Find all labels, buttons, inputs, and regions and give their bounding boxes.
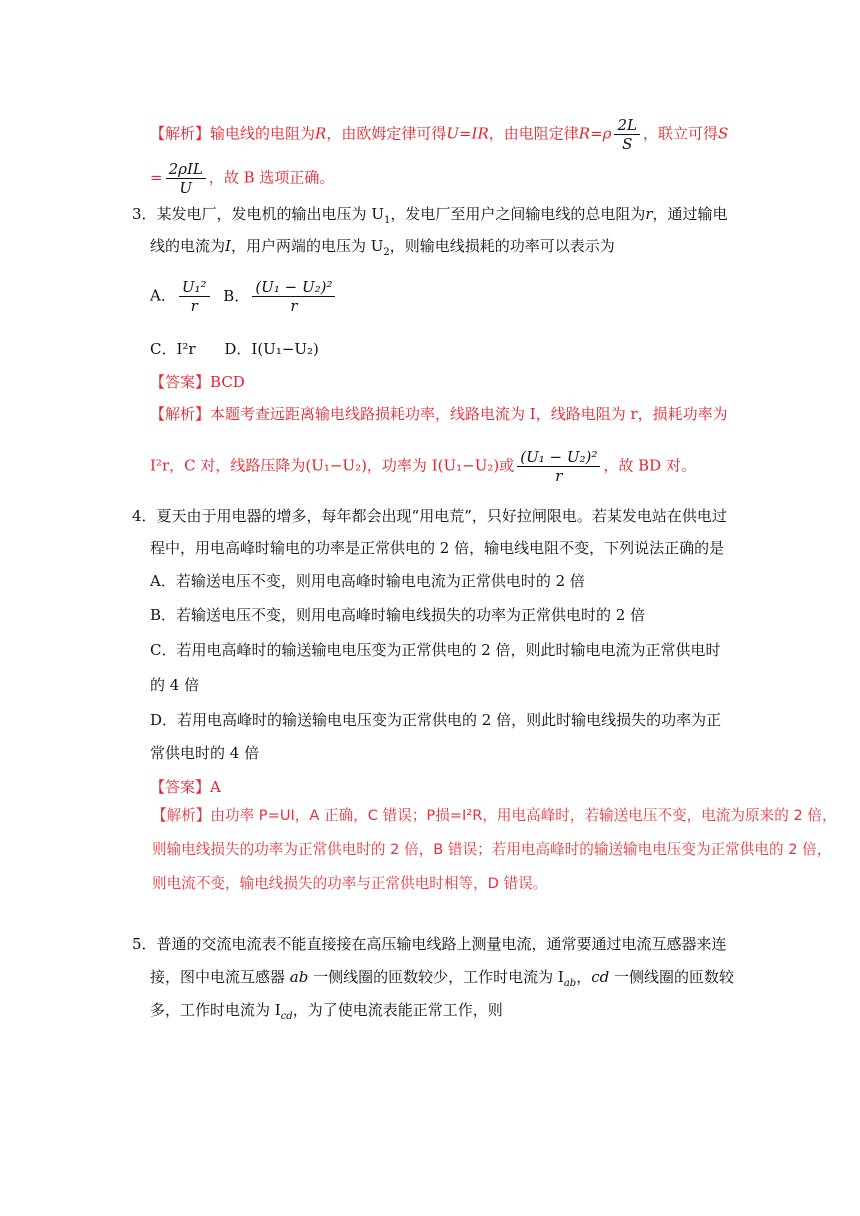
question-4-analysis-line2: 则输电线损失的功率为正常供电时的 2 倍，B 错误；若用电高峰时的输送输电电压变为正常供电的 2 倍，: [152, 841, 832, 858]
option-a: A．若输送电压不变，则用电高峰时输电电流为正常供电时的 2 倍: [150, 572, 585, 590]
answer-value: A: [210, 778, 221, 796]
question-4-line1: 4．夏天由于用电器的增多，每年都会出现“用电荒”，只好拉闸限电。若某发电站在供电过: [132, 507, 727, 525]
question-5-line1: 5．普通的交流电流表不能直接接在高压输电线路上测量电流，通常要通过电流互感器来连: [132, 935, 727, 953]
question-3-line1: 3．某发电厂，发电机的输出电压为 $U_1$，发电厂至用户之间输电线的总电阻为r，通过输电: [132, 205, 728, 226]
analysis-tag: 【解析】: [150, 405, 211, 423]
question-number: 4．: [132, 507, 157, 525]
question-3-answer: [150, 372, 245, 392]
question-5-line2: 接，图中电流互感器 ab 一侧线圈的匝数较少，工作时电流为 $I_{ab}$，cd 一侧线圈的匝数较: [150, 968, 735, 989]
analysis-q2-line1: 【解析】输电线的电阻为R，由欧姆定律可得U=IR，由电阻定律R=ρ $\frac{2L}{S}$ ，联立可得S: [150, 116, 729, 153]
option-b: B．若输送电压不变，则用电高峰时输电线损失的功率为正常供电时的 2 倍: [150, 606, 646, 624]
question-4-analysis-line3: 则电流不变，输电线损失的功率与正常供电时相等，D 错误。: [152, 875, 548, 892]
resistance-fraction: $\frac{2L}{S}$: [614, 116, 640, 153]
option-a-label: A．: [150, 286, 176, 305]
answer-tag: 【答案】: [150, 778, 211, 796]
question-3-analysis-line1: 【解析】本题考查远距离输电线路损耗功率，线路电流为 I，线路电阻为 r，损耗功率为: [150, 405, 728, 423]
area-fraction: $\frac{\text{2ρIL}}{U}$: [166, 160, 206, 197]
option-a-fraction: $\frac{\text{U₁²}}{r}$: [179, 278, 210, 315]
question-3-options-ab: [150, 278, 338, 315]
analysis-tag: 【解析】: [150, 124, 211, 143]
question-3-analysis-line2: I²r，C 对，线路压降为(U₁−U₂)，功率为 I(U₁−U₂)或 $\frac{\text{(U₁ − U₂)²}}{r}$ ，故 BD 对。: [150, 448, 696, 485]
question-5-line3: 多，工作时电流为 $I_{cd}$，为了使电流表能正常工作，则: [150, 1001, 503, 1022]
option-d-line1: D．若用电高峰时的输送输电电压变为正常供电的 2 倍，则此时输电线损失的功率为正: [150, 711, 722, 729]
option-d-line2: 常供电时的 4 倍: [150, 744, 260, 762]
question-3-line2: 线的电流为I，用户两端的电压为 $U_2$，则输电线损耗的功率可以表示为: [150, 237, 615, 258]
question-number: 5．: [132, 935, 157, 953]
option-b-label: B．: [223, 286, 250, 305]
question-3-options-cd: [150, 339, 319, 359]
option-c: C．I²r: [150, 340, 196, 358]
analysis-q2-line2: = $\frac{\text{2ρIL}}{U}$ ，故 B 选项正确。: [150, 160, 335, 197]
option-c-line2: 的 4 倍: [150, 676, 200, 694]
option-d: D．I(U₁−U₂): [224, 340, 319, 358]
question-number: 3．: [132, 205, 157, 223]
loss-fraction: $\frac{\text{(U₁ − U₂)²}}{r}$: [517, 448, 600, 485]
option-b-fraction: $\frac{\text{(U₁ − U₂)²}}{r}$: [252, 278, 335, 315]
question-4-line2: 程中，用电高峰时输电的功率是正常供电的 2 倍，输电线电阻不变，下列说法正确的是: [150, 539, 725, 557]
option-c-line1: C．若用电高峰时的输送输电电压变为正常供电的 2 倍，则此时输电电流为正常供电时: [150, 641, 721, 659]
answer-value: BCD: [210, 373, 245, 391]
answer-tag: 【答案】: [150, 373, 211, 391]
question-4-answer: [150, 777, 221, 797]
question-4-analysis-line1: 【解析】由功率 P=UI，A 正确，C 错误；P损=I²R，用电高峰时，若输送电压不变，电流为原来的 2 倍，: [152, 807, 837, 824]
